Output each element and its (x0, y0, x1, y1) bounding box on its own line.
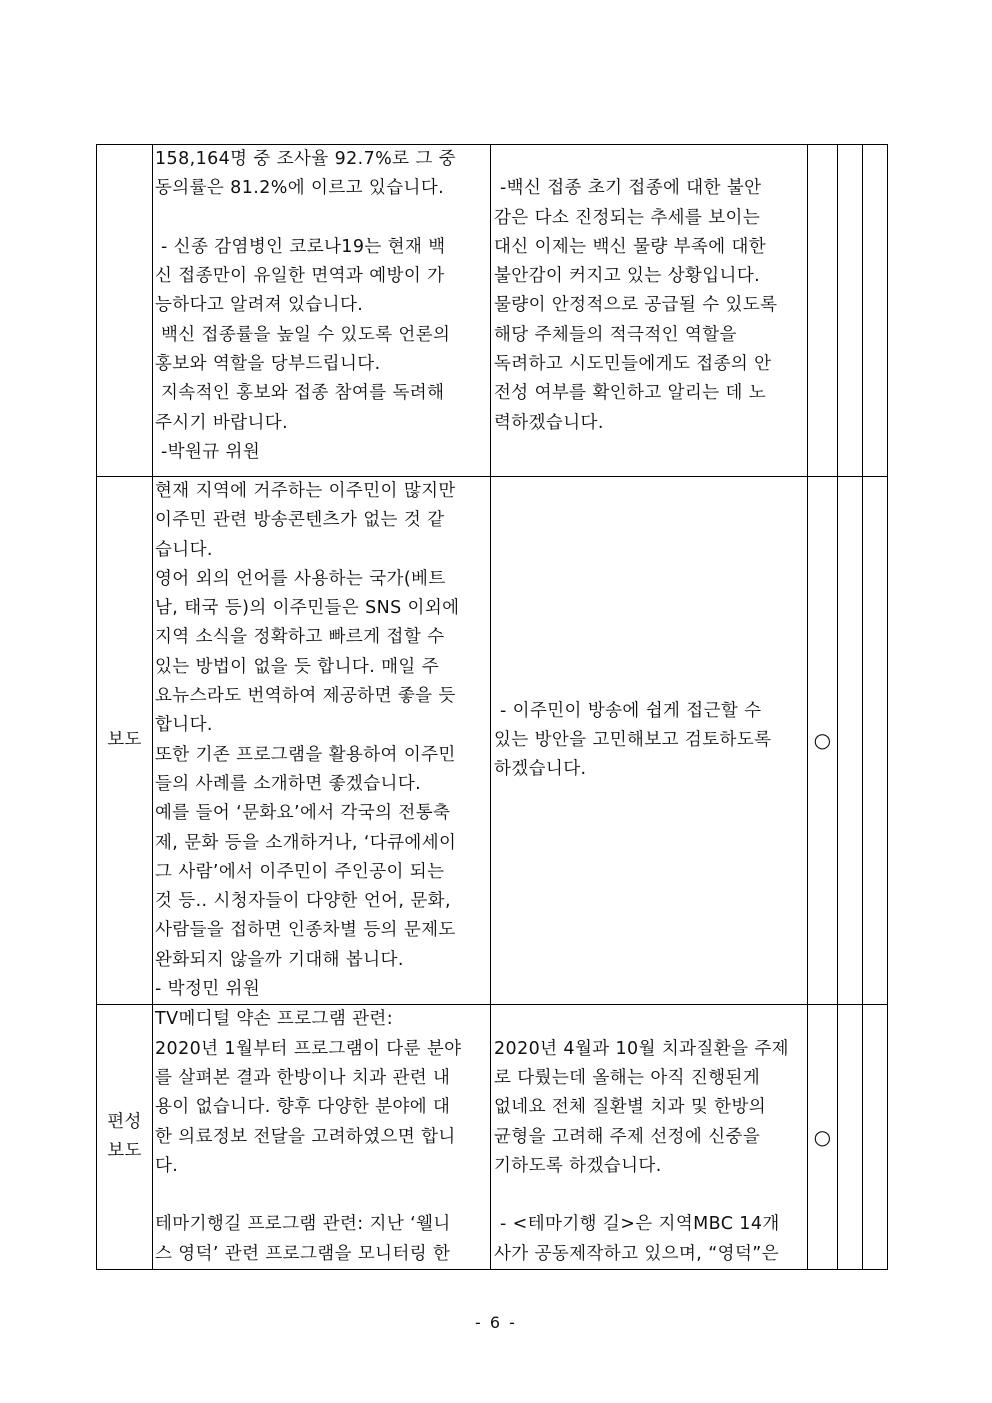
response-cell (491, 477, 808, 1005)
opinion-line: 완화되지 않을까 기대해 봅니다. (155, 949, 404, 970)
opinion-line: 들의 사례를 소개하면 좋겠습니다. (155, 773, 422, 794)
opinion-line: 158,164명 중 조사율 92.7%로 그 중 (155, 149, 457, 169)
category-cell (97, 145, 153, 477)
category-cell (97, 477, 153, 1005)
opinion-line: 능하다고 알려져 있습니다. (155, 295, 364, 316)
response-line: - <테마기행 길>은 지역MBC 14개 (494, 1214, 780, 1235)
opinion-line: 백신 접종률을 높일 수 있도록 언론의 (155, 324, 451, 345)
empty-cell (863, 145, 888, 477)
opinion-line: 주시기 바랍니다. (155, 412, 289, 433)
response-line: 사가 공동제작하고 있으며, “영덕”은 (494, 1243, 780, 1264)
response-line: 있는 방안을 고민해보고 검토하도록 (494, 730, 772, 751)
opinion-line: 동의률은 81.2%에 이르고 있습니다. (155, 178, 445, 199)
response-line: 감은 다소 진정되는 추세를 보이는 (494, 207, 761, 228)
response-line (494, 145, 805, 174)
opinion-line: 예를 들어 ‘문화요’에서 각국의 전통축 (155, 803, 451, 824)
opinion-line (155, 1181, 488, 1210)
opinion-line: - 신종 감염병인 코로나19는 현재 백 (155, 236, 446, 257)
opinion-line: 신 접종만이 유일한 면역과 예방이 가 (155, 266, 445, 287)
opinion-line (155, 204, 488, 233)
opinion-line: -박원규 위원 (155, 441, 261, 462)
response-line: 대신 이제는 백신 물량 부족에 대한 (494, 236, 767, 257)
response-line: 하겠습니다. (494, 759, 587, 780)
response-line: 없네요 전체 질환별 치과 및 한방의 (494, 1097, 767, 1118)
opinion-line: 남, 태국 등)의 이주민들은 SNS 이외에 (155, 598, 460, 619)
response-cell (491, 145, 808, 477)
check-mark-cell: ○ (808, 477, 838, 1005)
response-line: 력하겠습니다. (494, 412, 604, 433)
response-line: 물량이 안정적으로 공급될 수 있도록 (494, 295, 778, 316)
table-row (97, 145, 888, 477)
response-line: - 이주민이 방송에 쉽게 접근할 수 (494, 700, 762, 721)
review-table (96, 144, 888, 1270)
opinion-line: 용이 없습니다. 향후 다양한 분야에 대 (155, 1097, 451, 1118)
table-row (97, 1005, 888, 1270)
response-line: -백신 접종 초기 접종에 대한 불안 (494, 178, 762, 199)
opinion-line: 지역 소식을 정확하고 빠르게 접할 수 (155, 627, 445, 648)
response-line: 균형을 고려해 주제 선정에 신중을 (494, 1126, 761, 1147)
category-label: 보도 (107, 730, 142, 751)
response-line: 2020년 4월과 10월 치과질환을 주제 (494, 1038, 789, 1059)
opinion-line: - 박정민 위원 (155, 979, 261, 1000)
empty-cell (863, 477, 888, 1005)
opinion-line: 요뉴스라도 번역하여 제공하면 좋을 듯 (155, 686, 456, 707)
opinion-line: 것 등.. 시청자들이 다양한 언어, 문화, (155, 891, 451, 912)
empty-cell (838, 1005, 863, 1270)
empty-cell (863, 1005, 888, 1270)
opinion-line: 이주민 관련 방송콘텐츠가 없는 것 같 (155, 510, 445, 531)
opinion-line: 그 사람’에서 이주민이 주인공이 되는 (155, 861, 445, 882)
response-line: 독려하고 시도민들에게도 접종의 안 (494, 354, 772, 375)
opinion-line: 를 살펴본 결과 한방이나 치과 관련 내 (155, 1067, 451, 1088)
empty-cell (838, 477, 863, 1005)
page-number: - 6 - (475, 1313, 517, 1332)
opinion-cell (153, 477, 491, 1005)
opinion-line: 사람들을 접하면 인종차별 등의 문제도 (155, 920, 456, 941)
opinion-line: 한 의료정보 전달을 고려하였으면 합니 (155, 1126, 456, 1147)
opinion-line: 영어 외의 언어를 사용하는 국가(베트 (155, 568, 446, 589)
table-row (97, 477, 888, 1005)
response-line (494, 1181, 805, 1210)
response-line: 불안감이 커지고 있는 상황입니다. (494, 266, 761, 287)
empty-cell (838, 145, 863, 477)
response-line: 전성 여부를 확인하고 알리는 데 노 (494, 383, 767, 404)
opinion-line: 테마기행길 프로그램 관련: 지난 ‘웰니 (155, 1214, 451, 1235)
opinion-line: 2020년 1월부터 프로그램이 다룬 분야 (155, 1038, 462, 1059)
response-line: 기하도록 하겠습니다. (494, 1155, 662, 1176)
opinion-line: 스 영덕’ 관련 프로그램을 모니터링 한 (155, 1243, 451, 1264)
response-line: 해당 주체들의 적극적인 역할을 (494, 324, 737, 345)
check-mark-cell: ○ (808, 1005, 838, 1270)
response-cell (491, 1005, 808, 1270)
opinion-line: 제, 문화 등을 소개하거나, ‘다큐에세이 (155, 832, 457, 853)
opinion-line: 다. (155, 1155, 179, 1176)
category-label: 편성 (107, 1111, 142, 1132)
check-mark-cell (808, 145, 838, 477)
opinion-line: 습니다. (155, 539, 213, 560)
opinion-line: 지속적인 홍보와 접종 참여를 독려해 (155, 383, 445, 404)
opinion-line: TV메디털 약손 프로그램 관련: (155, 1009, 393, 1030)
opinion-line: 현재 지역에 거주하는 이주민이 많지만 (155, 481, 456, 501)
opinion-line: 합니다. (155, 715, 213, 736)
category-label: 보도 (107, 1141, 142, 1162)
category-cell (97, 1005, 153, 1270)
opinion-line: 홍보와 역할을 당부드립니다. (155, 354, 381, 375)
opinion-cell (153, 145, 491, 477)
opinion-line: 또한 기존 프로그램을 활용하여 이주민 (155, 744, 456, 765)
response-line: 로 다뤘는데 올해는 아직 진행된게 (494, 1067, 761, 1088)
opinion-line: 있는 방법이 없을 듯 합니다. 매일 주 (155, 656, 440, 677)
response-line (494, 1005, 805, 1034)
opinion-cell (153, 1005, 491, 1270)
